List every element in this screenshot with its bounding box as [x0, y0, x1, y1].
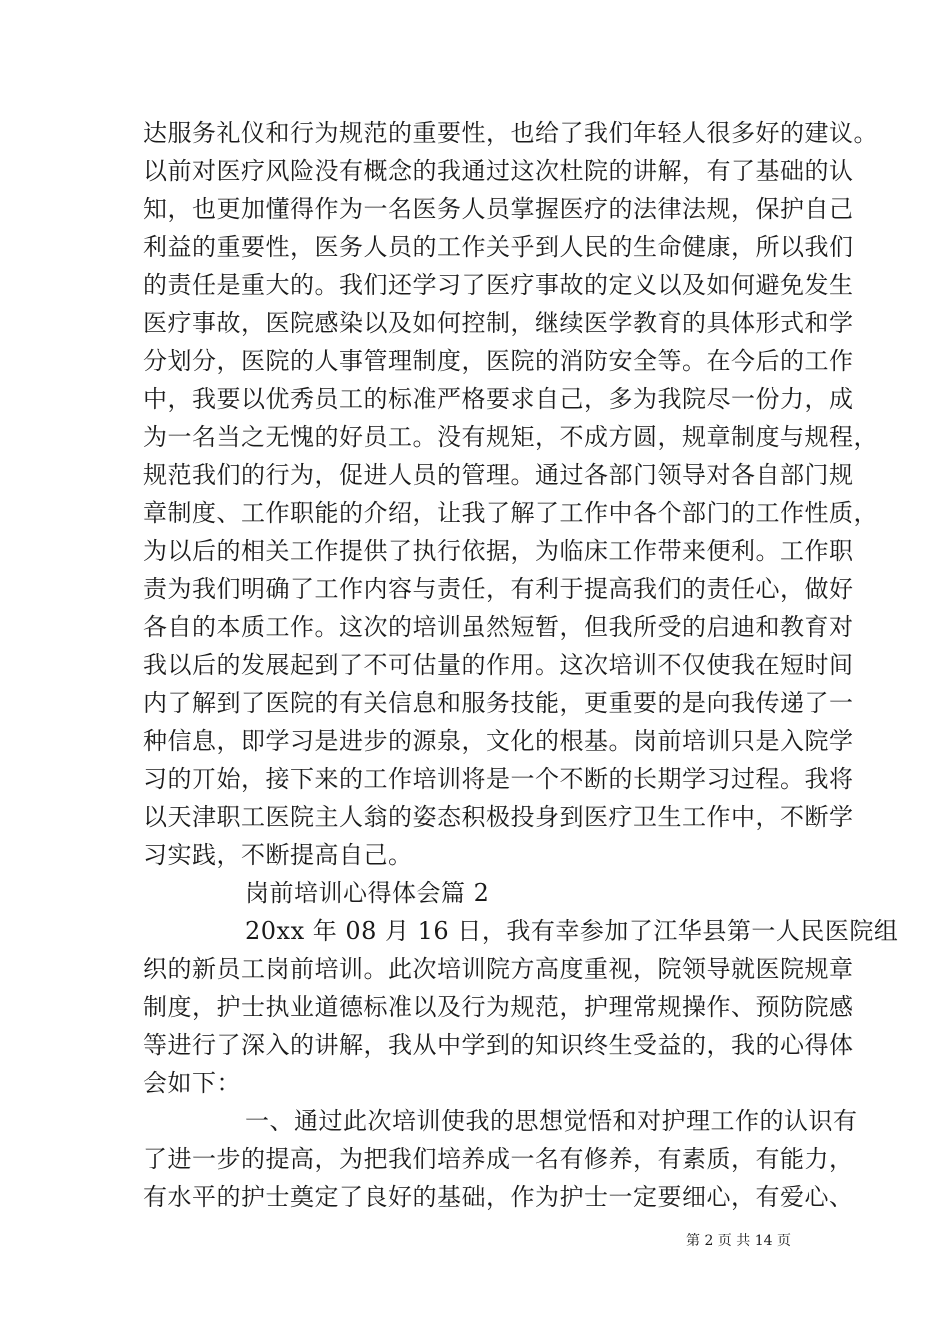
- text-line: 20xx 年 08 月 16 日，我有幸参加了江华县第一人民医院组: [245, 917, 899, 945]
- text-line: 责为我们明确了工作内容与责任，有利于提高我们的责任心，做好: [143, 575, 854, 603]
- text-line: 内了解到了医院的有关信息和服务技能，更重要的是向我传递了一: [143, 689, 854, 717]
- text-line: 章制度、工作职能的介绍，让我了解了工作中各个部门的工作性质，: [143, 499, 878, 527]
- text-line: 以天津职工医院主人翁的姿态积极投身到医疗卫生工作中，不断学: [143, 803, 854, 831]
- section-heading: 岗前培训心得体会篇 2: [245, 879, 490, 907]
- text-line: 的责任是重大的。我们还学习了医疗事故的定义以及如何避免发生: [143, 271, 854, 299]
- text-line: 织的新员工岗前培训。此次培训院方高度重视，院领导就医院规章: [143, 955, 854, 983]
- text-line: 以前对医疗风险没有概念的我通过这次杜院的讲解，有了基础的认: [143, 157, 854, 185]
- text-line: 有水平的护士奠定了良好的基础，作为护士一定要细心，有爱心、: [143, 1183, 854, 1211]
- text-line: 中，我要以优秀员工的标准严格要求自己，多为我院尽一份力，成: [143, 385, 854, 413]
- text-line: 为以后的相关工作提供了执行依据，为临床工作带来便利。工作职: [143, 537, 854, 565]
- text-line: 为一名当之无愧的好员工。没有规矩，不成方圆，规章制度与规程，: [143, 423, 878, 451]
- text-line: 了进一步的提高，为把我们培养成一名有修养，有素质，有能力，: [143, 1145, 854, 1173]
- text-line: 分划分，医院的人事管理制度，医院的消防安全等。在今后的工作: [143, 347, 854, 375]
- text-line: 规范我们的行为，促进人员的管理。通过各部门领导对各自部门规: [143, 461, 854, 489]
- text-line: 习的丌始，接下来的工作培训将是一个不断的长期学习过程。我将: [143, 765, 854, 793]
- text-line: 一、通过此次培训使我的思想觉悟和对护理工作的认识有: [245, 1107, 858, 1135]
- text-line: 各自的本质工作。这次的培训虽然短暂，但我所受的启迪和教育对: [143, 613, 854, 641]
- text-line: 达服务礼仪和行为规范的重要性，也给了我们年轻人很多好的建议。: [143, 119, 878, 147]
- text-line: 知，也更加懂得作为一名医务人员掌握医疗的法律法规，保护自己: [143, 195, 854, 223]
- text-line: 医疗事故，医院感染以及如何控制，继续医学教育的具体形式和学: [143, 309, 854, 337]
- page-number: 第 2 页 共 14 页: [686, 1233, 791, 1249]
- text-line: 习实践，不断提高自己。: [143, 841, 413, 869]
- text-line: 制度，护士执业道德标准以及行为规范，护理常规操作、预防院感: [143, 993, 854, 1021]
- text-line: 种信息，即学习是进步的源泉，文化的根基。岗前培训只是入院学: [143, 727, 854, 755]
- text-line: 我以后的发展起到了不可估量的作用。这次培训不仅使我在短时间: [143, 651, 854, 679]
- text-line: 等进行了深入的讲解，我从中学到的知识终生受益的，我的心得体: [143, 1031, 854, 1059]
- text-line: 利益的重要性，医务人员的工作关乎到人民的生命健康，所以我们: [143, 233, 854, 261]
- text-line: 会如下：: [143, 1069, 241, 1097]
